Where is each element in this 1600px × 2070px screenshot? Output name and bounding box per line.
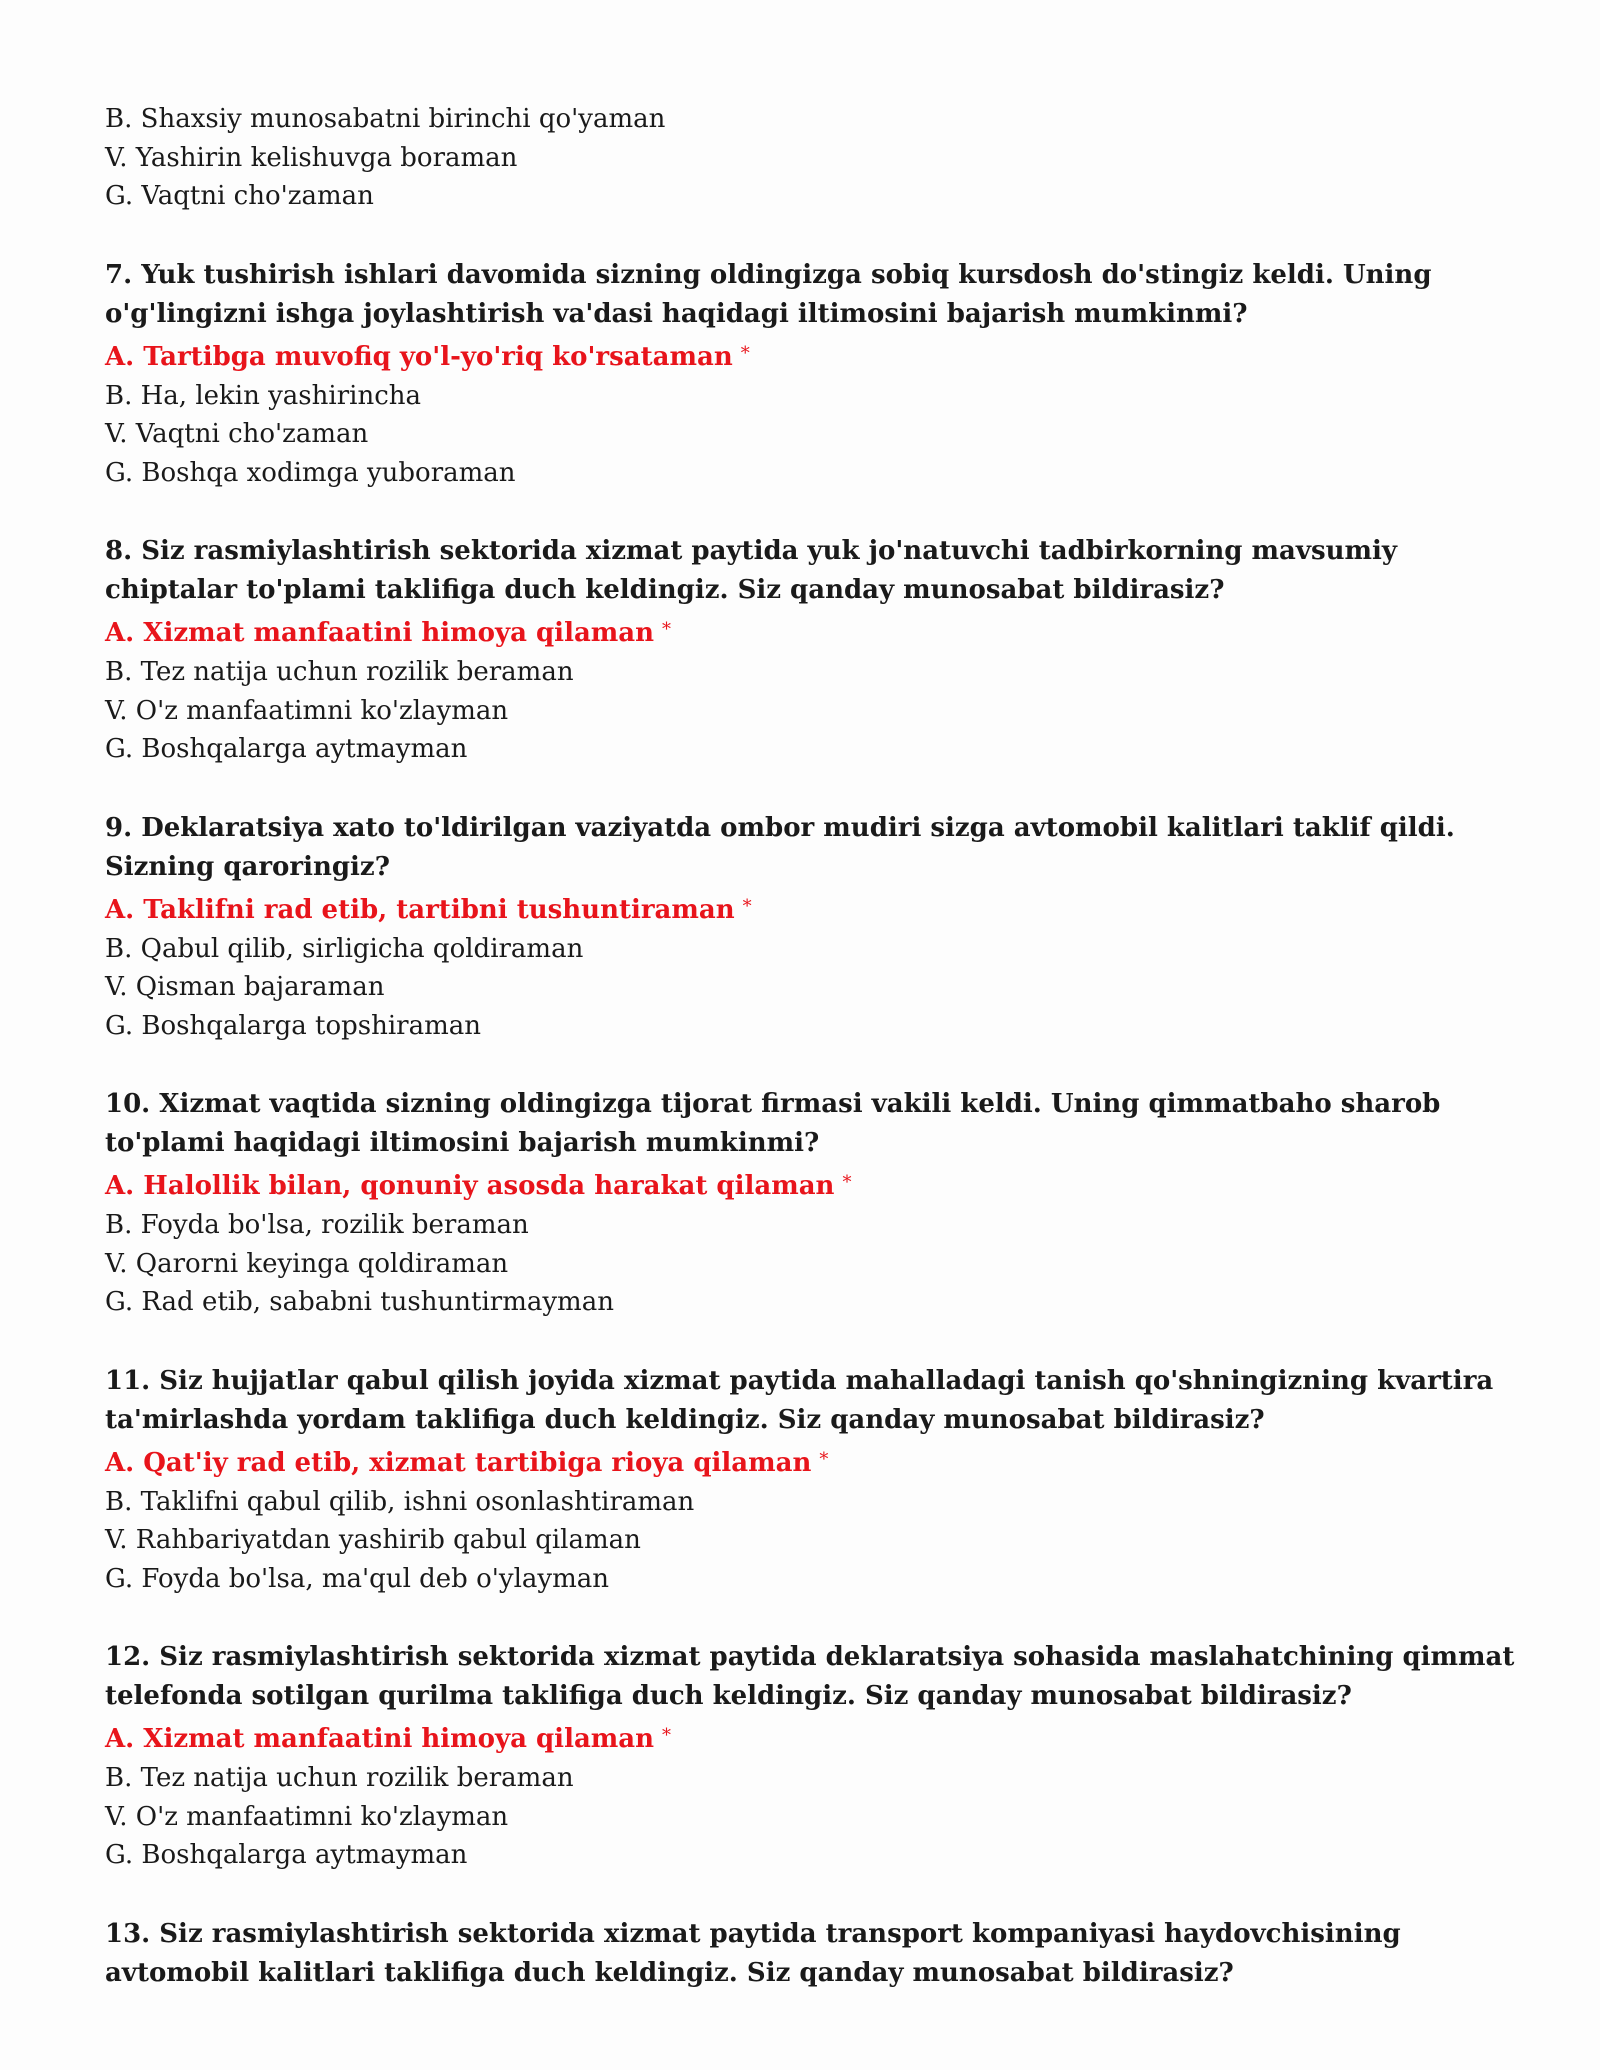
correct-answer xyxy=(105,1163,1525,1206)
question-text: 9. Deklaratsiya xato to'ldirilgan vaziyatda ombor mudiri sizga avtomobil kalitlari taklif qildi. Sizning qaroringiz? xyxy=(105,812,1455,882)
correct-answer xyxy=(105,334,1525,377)
question-text: 13. Siz rasmiylashtirish sektorida xizmat paytida transport kompaniyasi haydovchisining avtomobil kalitlari taklifiga duch keldingiz. Siz qanday munosabat bildirasiz? xyxy=(105,1918,1401,1988)
question-partial xyxy=(105,100,1525,216)
correct-answer-text: A. Xizmat manfaatini himoya qilaman xyxy=(105,1724,655,1754)
option-g: G. Boshqalarga topshiraman xyxy=(105,1010,481,1041)
question-8 xyxy=(105,532,1525,769)
correct-answer-text: A. Tartibga muvofiq yo'l-yo'riq ko'rsataman xyxy=(105,341,733,372)
question-text: 7. Yuk tushirish ishlari davomida sizning oldingizga sobiq kursdosh do'stingiz keldi. Uning o'g'lingizni ishga joylashtirish va'dasi haqidagi iltimosini bajarish mumkinmi? xyxy=(105,259,1432,329)
correct-answer xyxy=(105,1716,1525,1759)
option-b: B. Tez natija uchun rozilik beraman xyxy=(105,657,574,687)
question-13 xyxy=(105,1915,1525,1993)
option-b: B. Foyda bo'lsa, rozilik beraman xyxy=(105,1210,529,1240)
correct-marker: * xyxy=(740,342,750,364)
question-10 xyxy=(105,1085,1525,1322)
option-v: V. Qisman bajaraman xyxy=(105,972,385,1002)
question-9 xyxy=(105,809,1525,1046)
option-g: G. Vaqtni cho'zaman xyxy=(105,181,374,211)
correct-marker: * xyxy=(819,1448,829,1470)
question-text: 10. Xizmat vaqtida sizning oldingizga tijorat firmasi vakili keldi. Uning qimmatbaho sharob to'plami haqidagi iltimosini bajarish mumkinmi? xyxy=(105,1089,1441,1158)
question-7 xyxy=(105,256,1525,493)
correct-answer-text: A. Halollik bilan, qonuniy asosda harakat qilaman xyxy=(105,1171,835,1201)
question-11 xyxy=(105,1362,1525,1599)
option-b: B. Tez natija uchun rozilik beraman xyxy=(105,1763,574,1793)
correct-marker: * xyxy=(662,1725,672,1746)
option-v: V. O'z manfaatimni ko'zlayman xyxy=(105,695,509,726)
correct-marker: * xyxy=(662,619,672,640)
option-b: B. Taklifni qabul qilib, ishni osonlashtiraman xyxy=(105,1486,695,1517)
question-text: 12. Siz rasmiylashtirish sektorida xizmat paytida deklaratsiya sohasida maslahatchining qimmat telefonda sotilgan qurilma taklifiga duch keldingiz. Siz qanday munosabat bildirasiz? xyxy=(105,1642,1515,1711)
option-g: G. Foyda bo'lsa, ma'qul deb o'ylayman xyxy=(105,1563,609,1594)
correct-answer-text: A. Qat'iy rad etib, xizmat tartibiga rioya qilaman xyxy=(105,1447,812,1478)
option-v: V. Qarorni keyinga qoldiraman xyxy=(105,1248,509,1279)
correct-marker: * xyxy=(742,895,752,917)
document-page xyxy=(105,100,1525,2033)
question-12 xyxy=(105,1638,1525,1875)
correct-answer xyxy=(105,610,1525,653)
correct-answer-text: A. Taklifni rad etib, tartibni tushuntiraman xyxy=(105,894,735,925)
option-v: V. Yashirin kelishuvga boraman xyxy=(105,142,518,173)
option-v: V. Rahbariyatdan yashirib qabul qilaman xyxy=(105,1525,641,1555)
option-g: G. Boshqalarga aytmayman xyxy=(105,1840,468,1870)
correct-answer xyxy=(105,887,1525,930)
option-g: G. Boshqa xodimga yuboraman xyxy=(105,457,516,488)
option-g: G. Rad etib, sababni tushuntirmayman xyxy=(105,1287,614,1317)
option-b: B. Qabul qilib, sirligicha qoldiraman xyxy=(105,933,584,964)
correct-marker: * xyxy=(842,1172,852,1193)
correct-answer xyxy=(105,1440,1525,1483)
option-b: B. Shaxsiy munosabatni birinchi qo'yaman xyxy=(105,104,666,134)
option-v: V. Vaqtni cho'zaman xyxy=(105,419,369,449)
option-b: B. Ha, lekin yashirincha xyxy=(105,380,422,411)
question-text: 8. Siz rasmiylashtirish sektorida xizmat paytida yuk jo'natuvchi tadbirkorning mavsumiy chiptalar to'plami taklifiga duch keldingiz. Siz qanday munosabat bildirasiz? xyxy=(105,536,1398,605)
option-v: V. O'z manfaatimni ko'zlayman xyxy=(105,1801,509,1832)
correct-answer-text: A. Xizmat manfaatini himoya qilaman xyxy=(105,618,655,648)
option-g: G. Boshqalarga aytmayman xyxy=(105,734,468,764)
question-text: 11. Siz hujjatlar qabul qilish joyida xizmat paytida mahalladagi tanish qo'shningizning kvartira ta'mirlashda yordam taklifiga duch keldingiz. Siz qanday munosabat bildirasiz? xyxy=(105,1365,1494,1435)
